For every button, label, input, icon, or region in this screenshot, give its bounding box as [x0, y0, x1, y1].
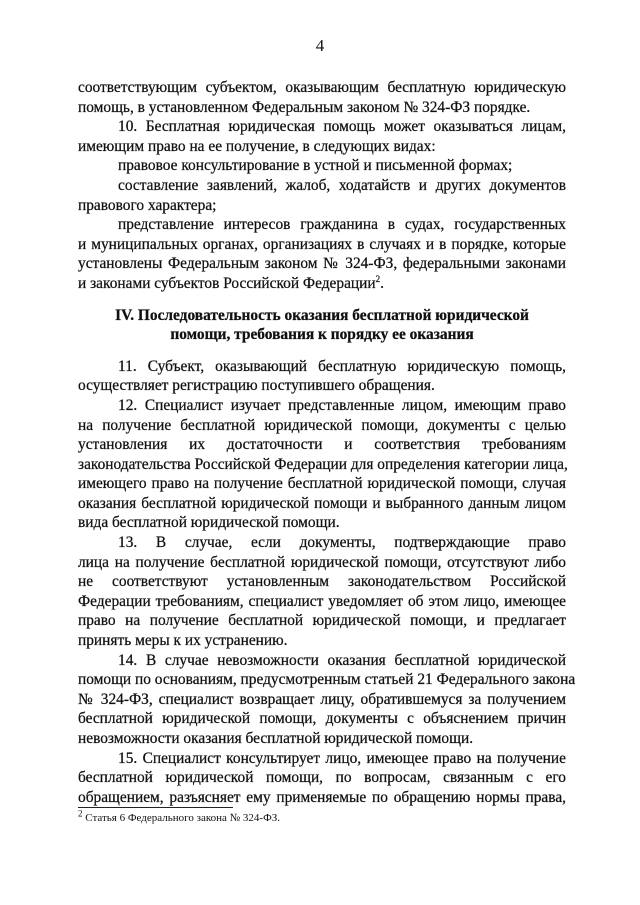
line-text: и муниципальных органах, организациях в случаях и в порядке, которые — [78, 235, 566, 253]
text-line — [78, 553, 566, 573]
text-line — [78, 690, 566, 710]
line-text: 13. В случае, если документы, подтверждающие право — [118, 534, 566, 552]
line-text: обращением, разъясняет ему применяемые по обращению нормы права, — [78, 788, 566, 806]
line-text: помощь, в установленном Федеральным законом № 324-ФЗ порядке. — [78, 98, 531, 116]
line-text: имеющего право на получение бесплатной юридической помощи, случая — [78, 475, 566, 493]
line-text: правовое консультирование в устной и письменной формах; — [118, 157, 513, 175]
line-text: 11. Субъект, оказывающий бесплатную юридическую помощь, — [118, 357, 566, 375]
line-text: бесплатной юридической помощи, документы с объяснением причин — [78, 710, 566, 728]
footnote-mark: 2 — [78, 808, 83, 819]
text-line — [78, 235, 566, 255]
line-text: Федерации требованиям, специалист уведомляет об этом лицо, имеющее — [78, 592, 566, 610]
line-text: невозможности оказания бесплатной юридической помощи. — [78, 730, 474, 747]
text-line — [78, 729, 566, 749]
footnote-text: Статья 6 Федерального закона № 324-ФЗ. — [85, 812, 281, 824]
text-line — [78, 254, 566, 274]
line-text: вида бесплатной юридической помощи. — [78, 514, 340, 532]
text-line — [78, 494, 566, 514]
text-line — [78, 98, 566, 118]
document-body — [78, 78, 576, 807]
footnote-reference[interactable]: 2 — [375, 273, 381, 284]
text-line — [78, 416, 566, 436]
text-line — [78, 611, 566, 631]
text-line — [78, 572, 566, 592]
line-text: 14. В случае невозможности оказания бесплатной юридической — [118, 651, 566, 669]
line-text: установления их достаточности и соответствия требованиям — [78, 436, 566, 454]
text-line — [78, 156, 566, 176]
line-text: законодательства Российской Федерации для определения категории лица, — [78, 455, 568, 473]
text-line — [78, 396, 566, 416]
text-line — [78, 215, 566, 235]
line-text: помощи по основаниям, предусмотренным статьей 21 Федерального закона — [78, 671, 576, 689]
text-line — [78, 670, 576, 690]
line-text: не соответствуют установленным законодательством Российской — [78, 573, 566, 591]
line-text: лица на получение бесплатной юридической помощи, отсутствуют либо — [78, 553, 566, 571]
text-line — [78, 137, 566, 157]
text-line — [78, 768, 566, 788]
text-line — [78, 78, 566, 98]
line-tail: . — [380, 274, 384, 292]
page-number: 4 — [315, 36, 325, 55]
footnote — [78, 808, 281, 824]
line-text: принять меры к их устранению. — [78, 632, 288, 650]
text-line — [78, 357, 566, 377]
text-line — [78, 592, 566, 612]
text-line — [78, 376, 566, 396]
spacer — [78, 345, 566, 357]
line-text: и законами субъектов Российской Федерации — [78, 274, 376, 292]
line-text: правового характера; — [78, 196, 217, 214]
text-line — [78, 788, 566, 808]
text-line — [78, 474, 566, 494]
text-line — [78, 533, 566, 553]
text-line — [78, 651, 566, 671]
line-text: оказания бесплатной юридической помощи и выбранного данным лицом — [78, 494, 566, 512]
line-text: соответствующим субъектом, оказывающим бесплатную юридическую — [78, 79, 566, 96]
text-line — [78, 117, 566, 137]
line-text: 10. Бесплатная юридическая помощь может оказываться лицам, — [118, 118, 566, 136]
line-text: представление интересов гражданина в судах, государственных — [118, 216, 566, 234]
text-line — [78, 435, 566, 455]
text-line — [78, 631, 566, 651]
text-line — [78, 709, 566, 729]
footnote-divider — [78, 807, 233, 808]
line-text: 15. Специалист консультирует лицо, имеющее право на получение — [118, 749, 566, 767]
text-line — [78, 274, 566, 294]
line-text: осуществляет регистрацию поступившего обращения. — [78, 377, 435, 395]
line-text: 12. Специалист изучает представленные лицом, имеющим право — [118, 396, 566, 414]
text-line — [78, 513, 566, 533]
text-line — [78, 196, 566, 216]
line-text: бесплатной юридической помощи, по вопросам, связанным с его — [78, 769, 566, 787]
section-heading: IV. Последовательность оказания бесплатной юридической — [115, 306, 529, 324]
line-text: установлены Федеральным законом № 324-ФЗ, федеральными законами — [78, 255, 566, 273]
line-text: на получение бесплатной юридической помощи, документы с целью — [78, 416, 566, 434]
text-line — [78, 455, 566, 475]
line-text: составление заявлений, жалоб, ходатайств и других документов — [118, 176, 566, 194]
section-heading: помощи, требования к порядку ее оказания — [170, 326, 474, 344]
line-text: № 324-ФЗ, специалист возвращает лицу, обратившемуся за получением — [78, 690, 566, 708]
line-text: право на получение бесплатной юридической помощи, и предлагает — [78, 612, 566, 630]
spacer — [78, 294, 566, 306]
line-text: имеющим право на ее получение, в следующих видах: — [78, 137, 436, 155]
text-line — [78, 749, 566, 769]
text-line — [78, 176, 566, 196]
